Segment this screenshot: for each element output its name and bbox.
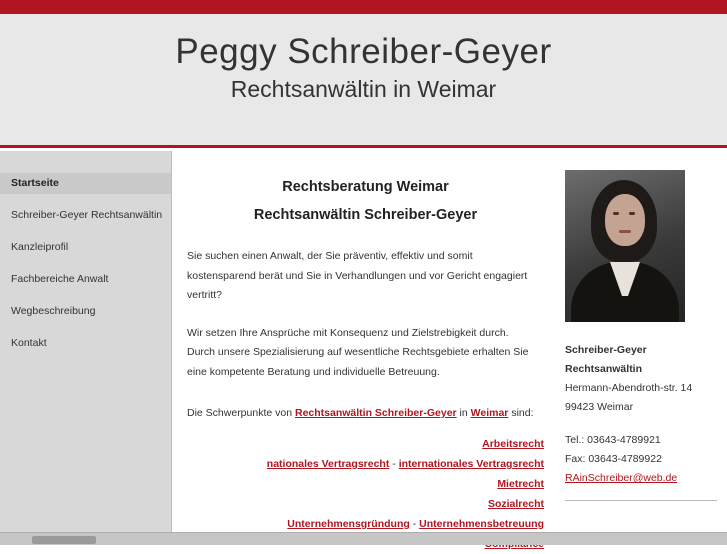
secondary-paragraph <box>187 324 544 383</box>
secondary-paragraph-line-1: Wir setzen Ihre Ansprüche mit Konsequenz und Zielstrebigkeit durch. <box>187 326 509 339</box>
focus-middle-text: in <box>456 407 471 419</box>
sidebar <box>0 151 172 532</box>
sidebar-item-kontakt[interactable]: Kontakt <box>11 337 47 349</box>
contact-city: 99423 Weimar <box>565 401 634 413</box>
footer-ribbon <box>32 536 96 544</box>
contact-numbers <box>565 431 727 488</box>
portrait-eye-right <box>629 212 635 215</box>
body-area <box>0 151 727 545</box>
focus-prefix-text: Die Schwerpunkte von <box>187 407 295 419</box>
sidebar-item-startseite[interactable]: Startseite <box>0 173 171 194</box>
content-heading-2: Rechtsanwältin Schreiber-Geyer <box>253 207 478 223</box>
content-heading-1: Rechtsberatung Weimar <box>282 179 449 195</box>
sidebar-item-wegbeschreibung[interactable]: Wegbeschreibung <box>11 305 96 317</box>
link-weimar[interactable]: Weimar <box>470 407 509 419</box>
practice-area-row-2 <box>187 454 544 474</box>
right-column <box>558 151 727 532</box>
contact-email-row <box>565 469 727 488</box>
sidebar-item-schreiber-geyer-rechtsanwaeltin[interactable]: Schreiber-Geyer Rechtsanwältin <box>11 209 163 221</box>
contact-name-line-2: Rechtsanwältin <box>565 363 643 375</box>
link-internationales-vertragsrecht[interactable]: internationales Vertragsrecht <box>398 458 544 470</box>
link-unternehmensgruendung[interactable]: Unternehmensgründung <box>287 518 410 530</box>
link-nationales-vertragsrecht[interactable]: nationales Vertragsrecht <box>266 458 390 470</box>
focus-line <box>187 404 544 423</box>
header-inner <box>0 14 727 104</box>
link-unternehmensbetreuung[interactable]: Unternehmensbetreuung <box>419 518 544 530</box>
portrait-photo <box>565 170 685 322</box>
contact-phone: Tel.: 03643-4789921 <box>565 434 661 446</box>
sidebar-item-kanzleiprofil[interactable]: Kanzleiprofil <box>11 241 69 253</box>
secondary-paragraph-line-2: Durch unsere Spezialisierung auf wesentliche Rechtsgebiete erhalten Sie eine kompetente Beratung und individuelle Betreuung. <box>187 346 529 378</box>
contact-email-link[interactable]: RAinSchreiber@web.de <box>565 472 678 484</box>
link-arbeitsrecht[interactable]: Arbeitsrecht <box>482 438 544 450</box>
contact-street: Hermann-Abendroth-str. 14 <box>565 382 693 394</box>
link-rechtsanwaeltin-schreiber-geyer[interactable]: Rechtsanwältin Schreiber-Geyer <box>294 407 457 419</box>
practice-separator-1: - <box>389 458 399 470</box>
portrait-eye-left <box>613 212 619 215</box>
practice-area-row-4 <box>187 494 544 514</box>
practice-area-row-5 <box>187 514 544 534</box>
contact-fax: Fax: 03643-4789922 <box>565 453 662 465</box>
practice-area-row-1 <box>187 434 544 454</box>
link-mietrecht[interactable]: Mietrecht <box>497 478 544 490</box>
intro-paragraph: Sie suchen einen Anwalt, der Sie präventiv, effektiv und somit kostensparend berät und Sie in Verhandlungen und vor Gericht engagiert vertritt? <box>187 250 528 301</box>
portrait-mouth <box>619 230 631 233</box>
sidebar-item-fachbereiche-anwalt[interactable]: Fachbereiche Anwalt <box>11 273 109 285</box>
portrait-face <box>605 194 645 246</box>
focus-suffix-text: sind: <box>508 407 534 419</box>
practice-separator-2: - <box>409 518 420 530</box>
sidebar-nav <box>0 151 171 354</box>
contact-divider <box>565 500 717 501</box>
top-accent-bar <box>0 0 727 14</box>
contact-name-line-1: Schreiber-Geyer <box>565 344 647 356</box>
page-title: Peggy Schreiber-Geyer <box>175 32 552 71</box>
practice-area-row-3 <box>187 474 544 494</box>
main-content <box>173 151 558 532</box>
page-subtitle: Rechtsanwältin in Weimar <box>230 76 497 102</box>
contact-card <box>565 341 727 501</box>
site-header <box>0 14 727 148</box>
link-sozialrecht[interactable]: Sozialrecht <box>487 498 544 510</box>
footer-bar <box>0 532 727 545</box>
